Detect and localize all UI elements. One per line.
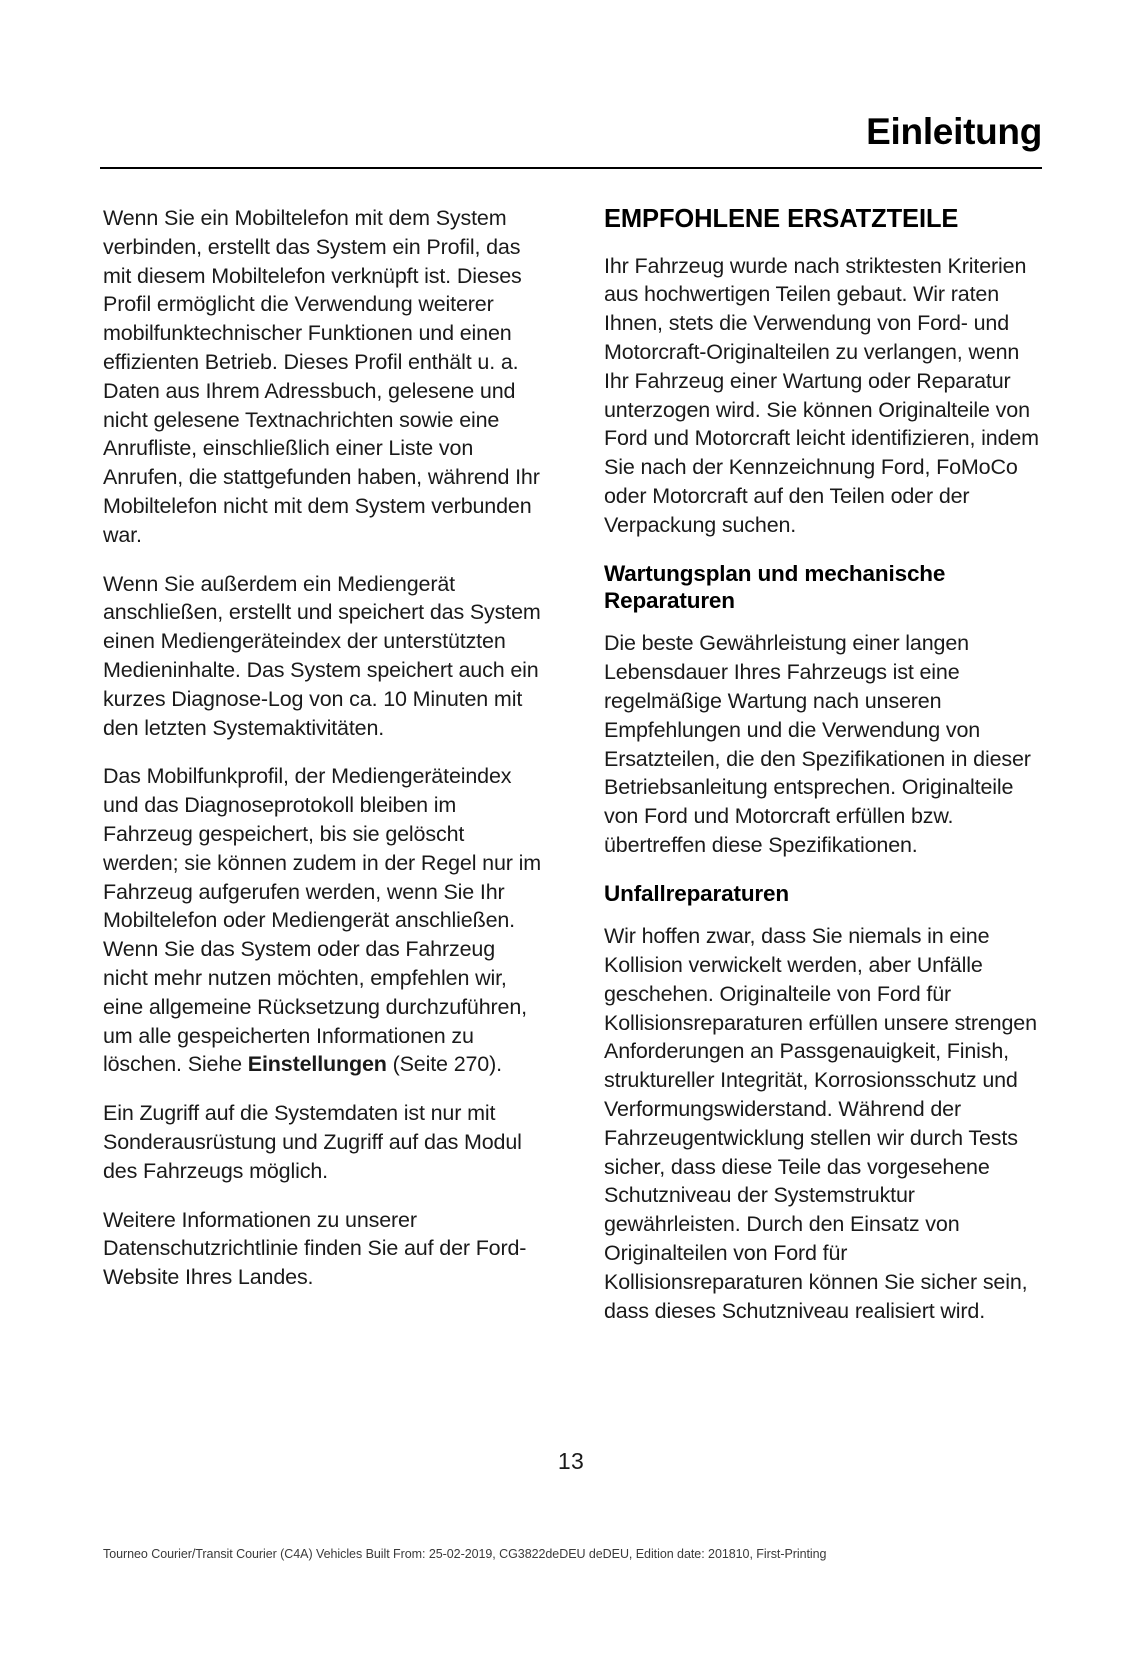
- left-paragraph-5: Weitere Informationen zu unserer Datenschutzrichtlinie finden Sie auf der Ford-Website Ihres Landes.: [103, 1207, 527, 1290]
- page-footer: Tourneo Courier/Transit Courier (C4A) Vehicles Built From: 25-02-2019, CG3822deDEU deDEU, Edition date: 201810, First-Printing: [103, 1547, 827, 1561]
- content-columns: [103, 204, 1043, 1325]
- header-divider: [100, 167, 1042, 169]
- chapter-title: Einleitung: [866, 111, 1042, 152]
- left-paragraph-3: [103, 762, 542, 1079]
- section-heading-empfohlene-ersatzteile: EMPFOHLENE ERSATZTEILE: [604, 205, 959, 233]
- left-paragraph-2: Wenn Sie außerdem ein Mediengerät anschließen, erstellt und speichert das System einen Mediengeräteindex der unterstützten Medieninhalte. Das System speichert auch ein kurzes Diagnose-Log von ca. 10 Minuten mit den letzten Systemaktivitäten.: [103, 571, 541, 740]
- subheading-unfallreparaturen: Unfallreparaturen: [604, 880, 789, 906]
- left-column: [103, 204, 542, 1325]
- right-column: [604, 204, 1043, 1325]
- left-paragraph-4: Ein Zugriff auf die Systemdaten ist nur mit Sonderausrüstung und Zugriff auf das Modul des Fahrzeugs möglich.: [103, 1101, 522, 1183]
- right-paragraph-3: Wir hoffen zwar, dass Sie niemals in eine Kollision verwickelt werden, aber Unfälle geschehen. Originalteile von Ford für Kollisionsreparaturen erfüllen unsere strengen Anforderungen an Passgenauigkeit, Finish, struktureller Integrität, Korrosionsschutz und Verformungswiderstand. Während der Fahrzeugentwicklung stellen wir durch Tests sicher, dass diese Teile das vorgesehene Schutzniveau der Systemstruktur gewährleisten. Durch den Einsatz von Originalteilen von Ford für Kollisionsreparaturen können Sie sicher sein, dass dieses Schutzniveau realisiert wird.: [604, 924, 1037, 1323]
- left-paragraph-3-page-ref: (Seite 270).: [386, 1052, 502, 1077]
- page-header: [100, 112, 1042, 169]
- left-paragraph-1: Wenn Sie ein Mobiltelefon mit dem System verbinden, erstellt das System ein Profil, das mit diesem Mobiltelefon verknüpft ist. Dieses Profil ermöglicht die Verwendung weiterer mobilfunktechnischer Funktionen und einen effizienten Betrieb. Dieses Profil enthält u. a. Daten aus Ihrem Adressbuch, gelesene und nicht gelesene Textnachrichten sowie eine Anrufliste, einschließlich einer Liste von Anrufen, die stattgefunden haben, während Ihr Mobiltelefon nicht mit dem System verbunden war.: [103, 206, 540, 547]
- right-paragraph-1: Ihr Fahrzeug wurde nach striktesten Kriterien aus hochwertigen Teilen gebaut. Wir raten Ihnen, stets die Verwendung von Ford- und Motorcraft-Originalteilen zu verlangen, wenn Ihr Fahrzeug einer Wartung oder Reparatur unterzogen wird. Sie können Originalteile von Ford und Motorcraft leicht identifizieren, indem Sie nach der Kennzeichnung Ford, FoMoCo oder Motorcraft auf den Teilen oder der Verpackung suchen.: [604, 253, 1039, 537]
- subheading-wartungsplan: Wartungsplan und mechanische Reparaturen: [604, 560, 946, 613]
- cross-reference-einstellungen: Einstellungen: [247, 1052, 387, 1077]
- left-paragraph-3-text-before: Das Mobilfunkprofil, der Mediengeräteindex und das Diagnoseprotokoll bleiben im Fahrzeug gespeichert, bis sie gelöscht werden; sie können zudem in der Regel nur im Fahrzeug aufgerufen werden, wenn Sie Ihr Mobiltelefon oder Mediengerät anschließen. Wenn Sie das System oder das Fahrzeug nicht mehr nutzen möchten, empfehlen wir, eine allgemeine Rücksetzung durchzuführen, um alle gespeicherten Informationen zu löschen. Siehe: [103, 764, 541, 1077]
- page-number: 13: [557, 1448, 585, 1474]
- right-paragraph-2: Die beste Gewährleistung einer langen Lebensdauer Ihres Fahrzeugs ist eine regelmäßige Wartung nach unseren Empfehlungen und die Verwendung von Ersatzteilen, die den Spezifikationen in dieser Betriebsanleitung entsprechen. Originalteile von Ford und Motorcraft erfüllen bzw. übertreffen diese Spezifikationen.: [604, 631, 1031, 858]
